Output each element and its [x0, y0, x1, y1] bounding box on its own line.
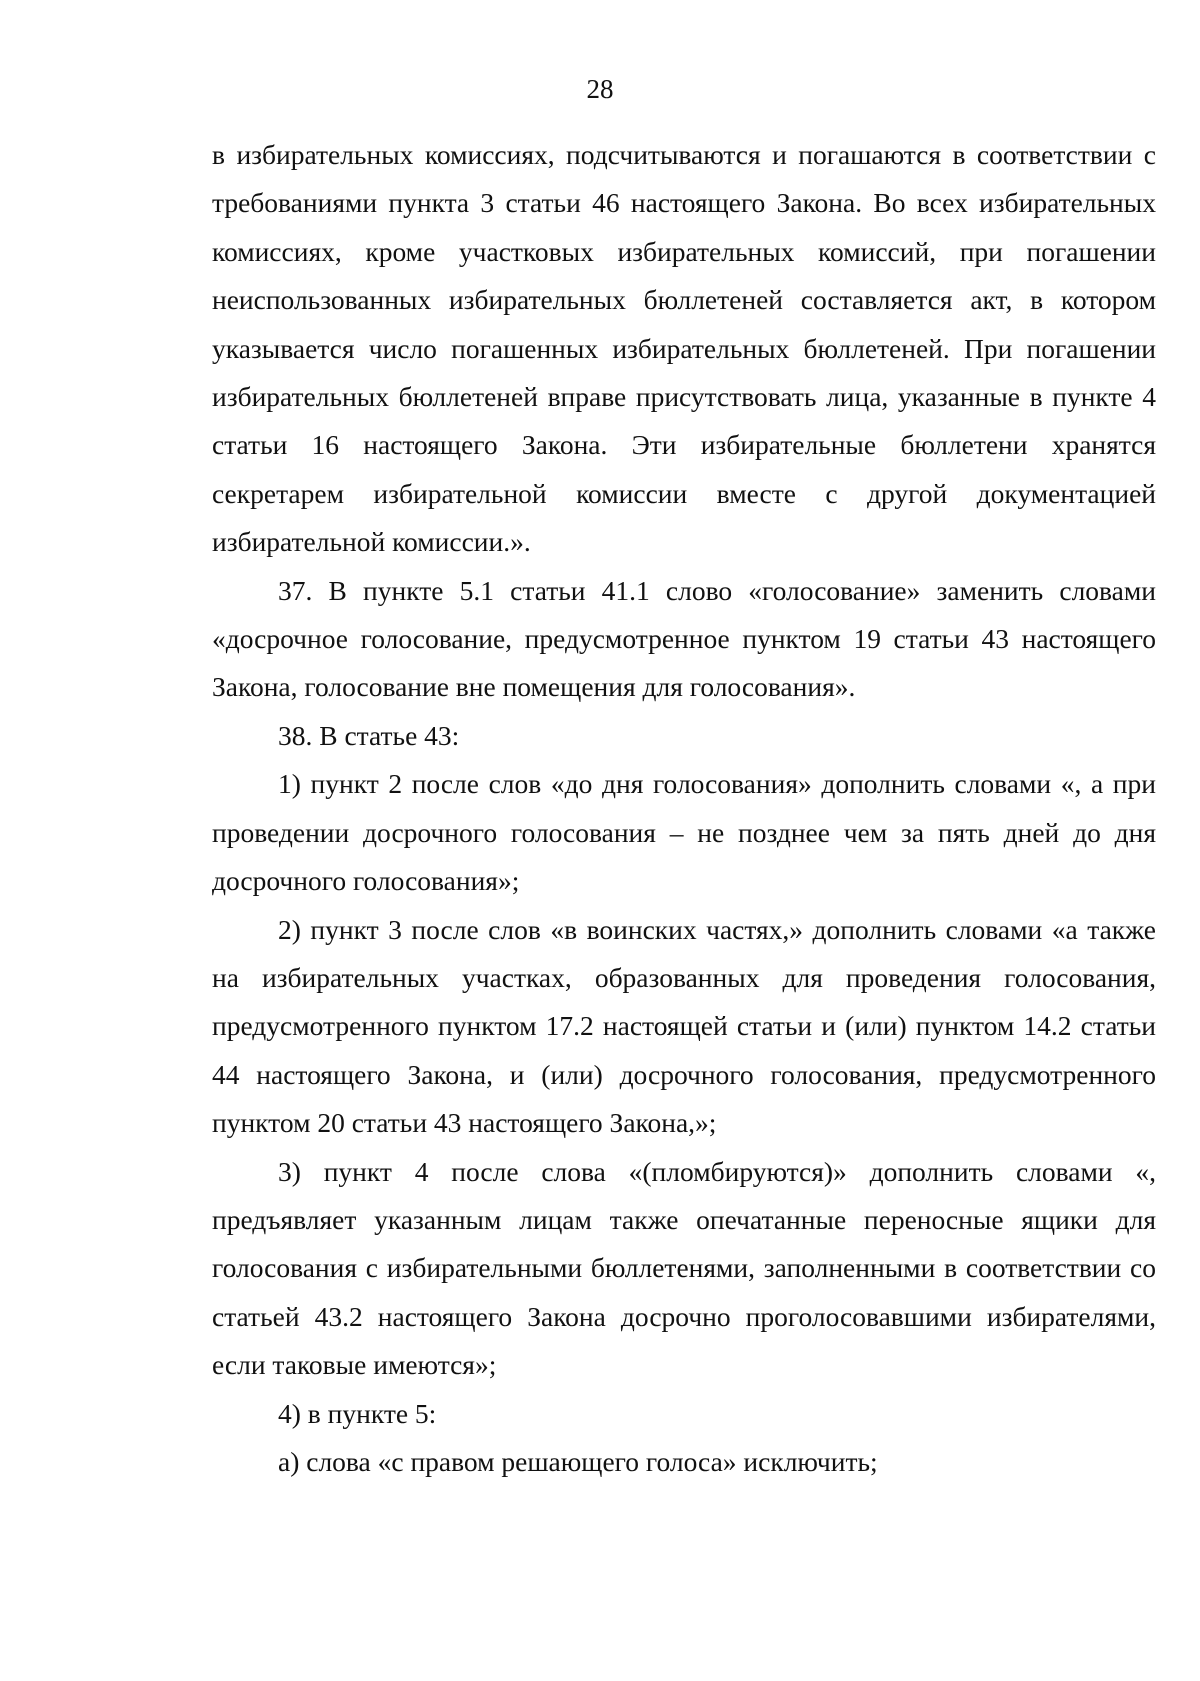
paragraph-subitem-3: 3) пункт 4 после слова «(пломбируются)» дополнить словами «, предъявляет указанным лицам также опечатанные переносные ящики для голосования с избирательными бюллетенями, заполненными в соответствии со статьей 43.2 настоящего Закона досрочно проголосовавшими избирателями, если таковые имеются»;	[212, 1155, 1156, 1381]
paragraph-subitem-4: 4) в пункте 5:	[278, 1397, 437, 1429]
paragraph-subitem-4a: а) слова «с правом решающего голоса» исключить;	[278, 1445, 878, 1477]
paragraph-subitem-1: 1) пункт 2 после слов «до дня голосования» дополнить словами «, а при проведении досрочного голосования – не позднее чем за пять дней до дня досрочного голосования»;	[212, 768, 1156, 897]
paragraph-item-37: 37. В пункте 5.1 статьи 41.1 слово «голосование» заменить словами «досрочное голосование, предусмотренное пунктом 19 статьи 43 настоящего Закона, голосование вне помещения для голосования».	[212, 574, 1156, 703]
paragraph-subitem-2: 2) пункт 3 после слов «в воинских частях,» дополнить словами «а также на избирательных участках, образованных для проведения голосования, предусмотренного пунктом 17.2 настоящей статьи и (или) пунктом 14.2 статьи 44 настоящего Закона, и (или) досрочного голосования, предусмотренного пунктом 20 статьи 43 настоящего Закона,»;	[212, 913, 1156, 1139]
page-number: 28	[586, 74, 614, 104]
paragraph-continuation: в избирательных комиссиях, подсчитываются и погашаются в соответствии с требованиями пункта 3 статьи 46 настоящего Закона. Во всех избирательных комиссиях, кроме участковых избирательных комиссий, при погашении неиспользованных избирательных бюллетеней составляется акт, в котором указывается число погашенных избирательных бюллетеней. При погашении избирательных бюллетеней вправе присутствовать лица, указанные в пункте 4 статьи 16 настоящего Закона. Эти избирательные бюллетени хранятся секретарем избирательной комиссии вместе с другой документацией избирательной комиссии.».	[212, 139, 1156, 558]
paragraph-item-38: 38. В статье 43:	[278, 719, 460, 751]
document-body	[212, 131, 1156, 1486]
